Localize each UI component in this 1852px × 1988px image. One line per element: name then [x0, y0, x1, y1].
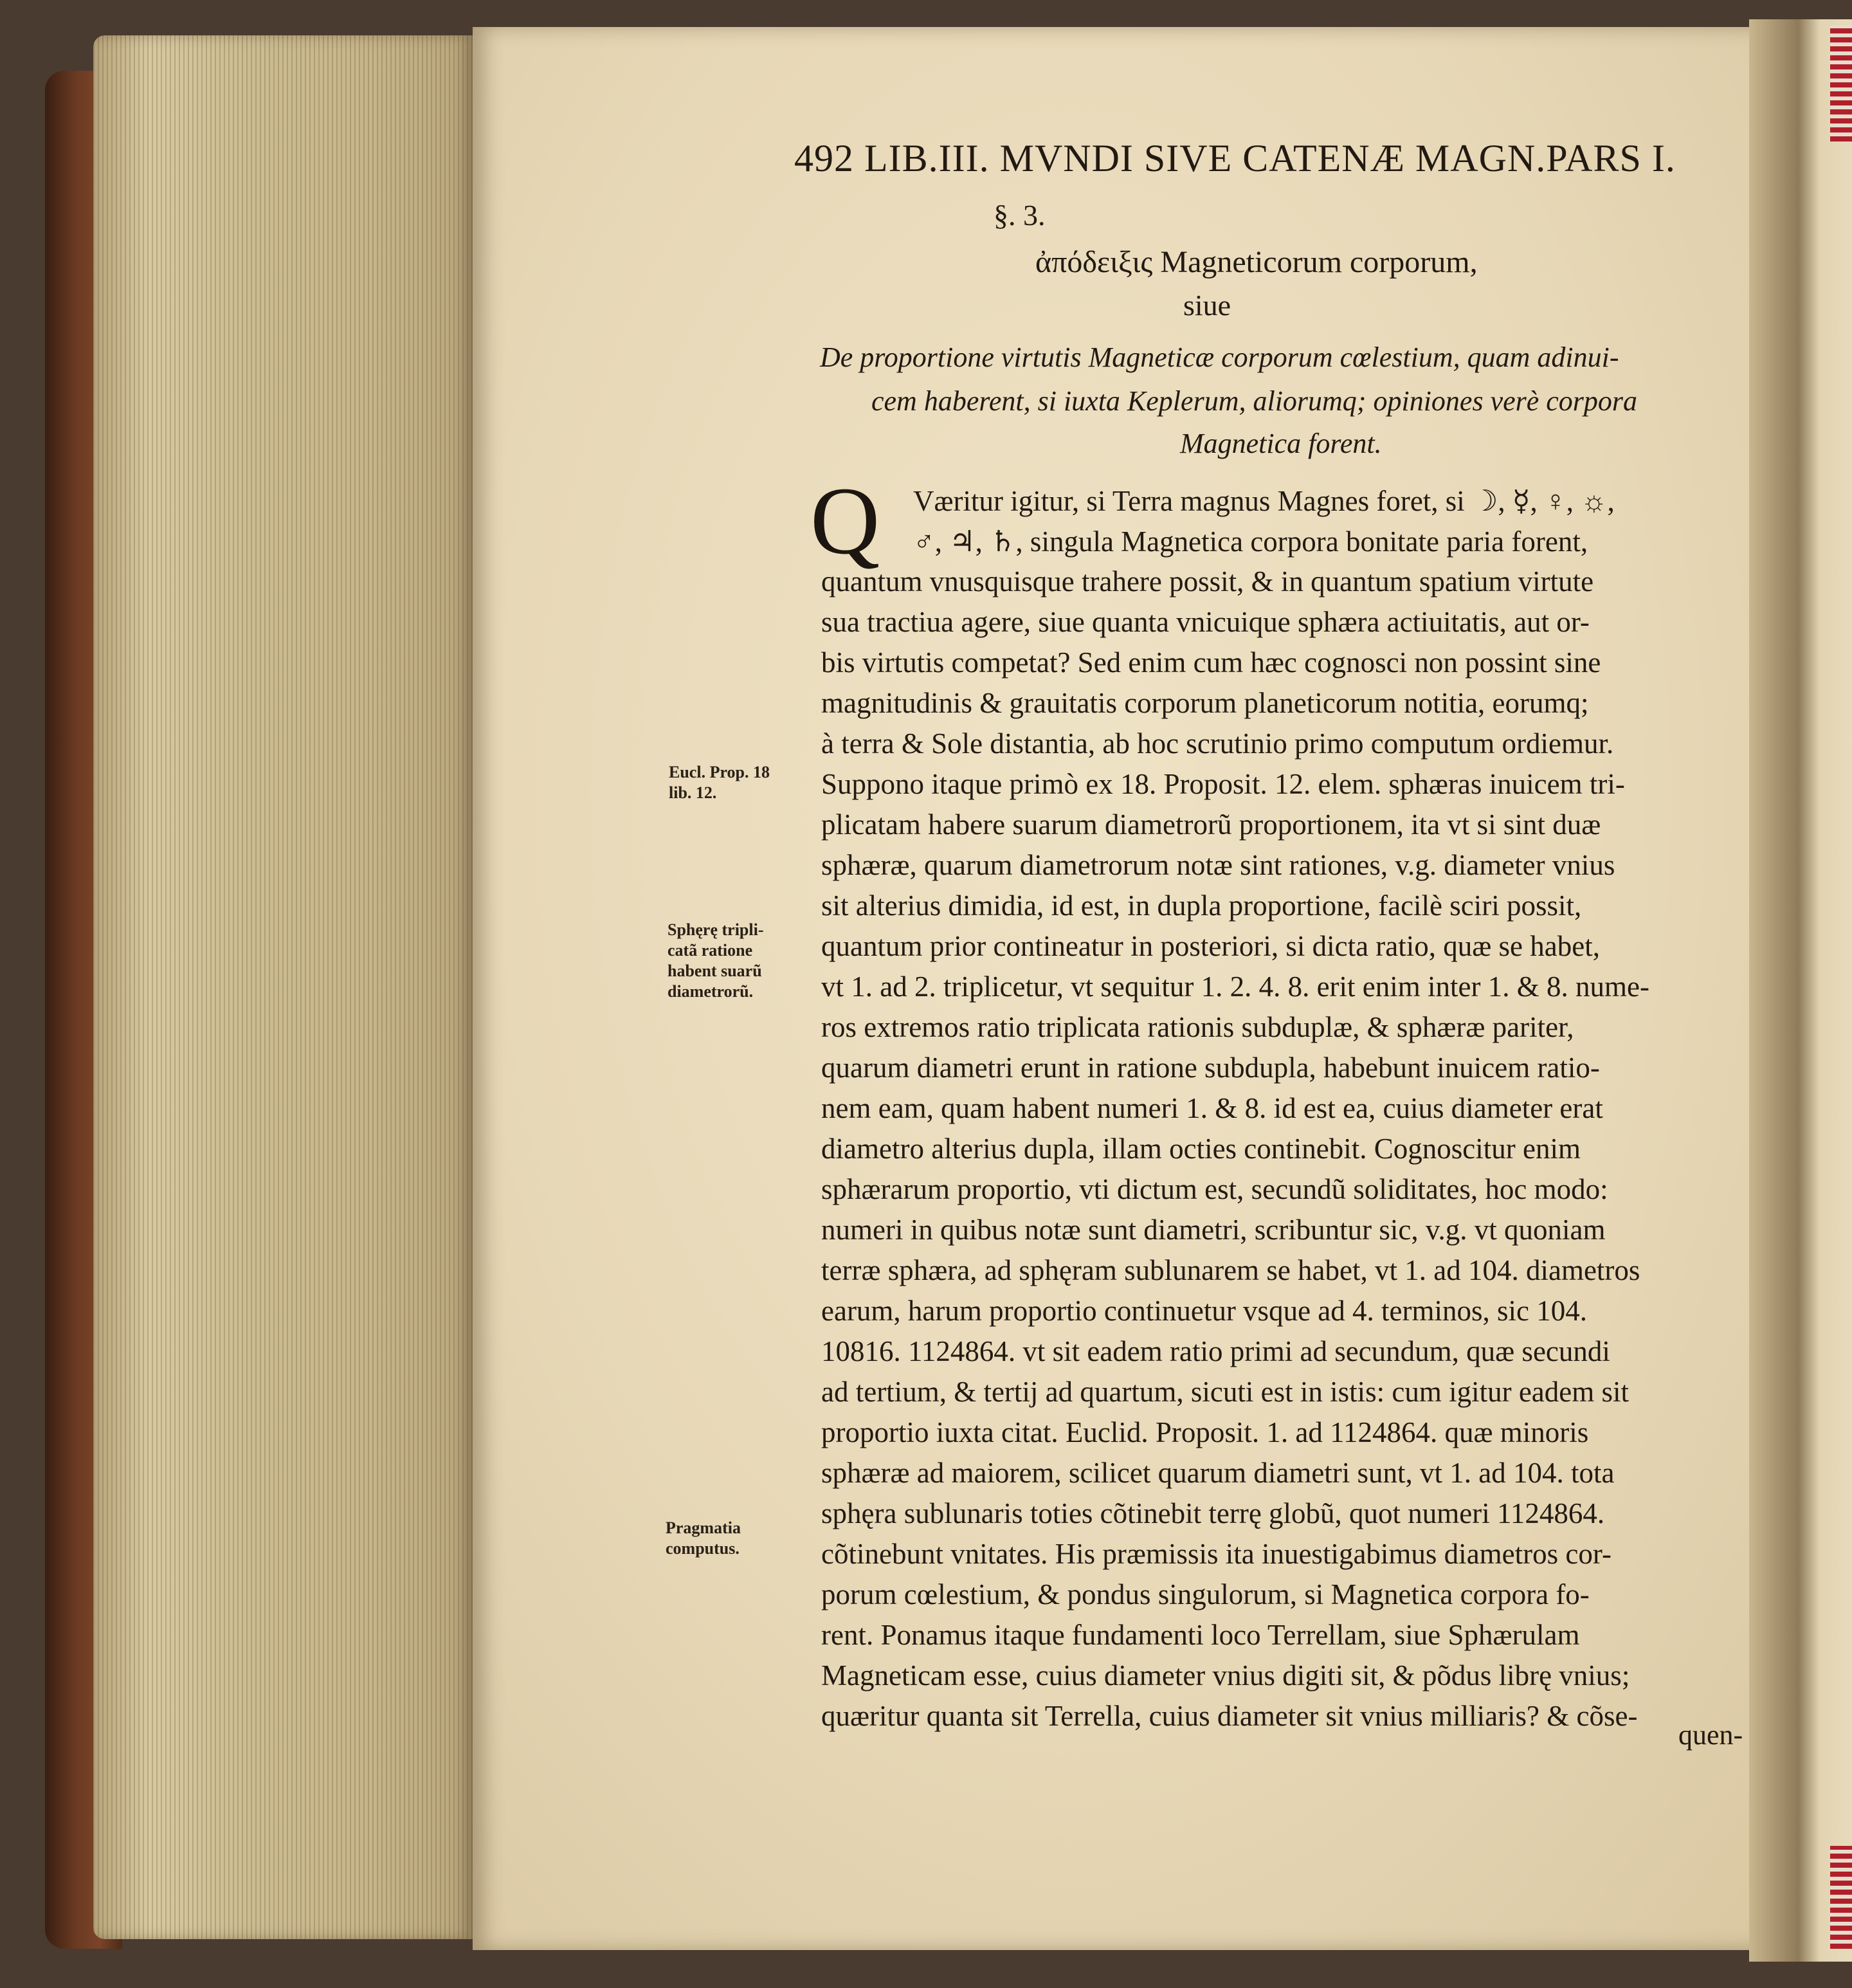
body-line: plicatam habere suarum diametrorũ proportionem, ita vt si sint duæ: [821, 808, 1601, 841]
body-line: sphæræ, quarum diametrorum notæ sint rationes, v.g. diameter vnius: [821, 849, 1615, 881]
margin-note-line: computus.: [666, 1539, 740, 1558]
page-fore-edge: [93, 35, 473, 1939]
body-line: quantum prior contineatur in posteriori, si dicta ratio, quæ se habet,: [821, 930, 1600, 962]
subtitle-line: cem haberent, si iuxta Keplerum, aliorumq; opiniones verè corpora: [871, 385, 1638, 417]
body-line: Væritur igitur, si Terra magnus Magnes foret, si ☽, ☿, ♀, ☼,: [913, 485, 1615, 517]
running-head: 492 LIB.III. MVNDI SIVE CATENÆ MAGN.PARS I.: [794, 137, 1676, 179]
body-line: terræ sphæra, ad sphęram sublunarem se habet, vt 1. ad 104. diametros: [821, 1254, 1640, 1286]
section-number: §. 3.: [994, 199, 1046, 232]
margin-note-line: diametrorũ.: [667, 982, 754, 1001]
margin-note-line: habent suarũ: [667, 962, 762, 980]
body-line: sphæræ ad maiorem, scilicet quarum diametri sunt, vt 1. ad 104. tota: [821, 1457, 1615, 1489]
body-line: sphærarum proportio, vti dictum est, secundũ soliditates, hoc modo:: [821, 1173, 1608, 1205]
body-line: quantum vnusquisque trahere possit, & in quantum spatium virtute: [821, 565, 1594, 597]
body-line: cõtinebunt vnitates. His præmissis ita inuestigabimus diametros cor-: [821, 1538, 1611, 1570]
margin-note-line: Sphęrę tripli-: [667, 920, 764, 939]
body-line: bis virtutis competat? Sed enim cum hæc cognosci non possint sine: [821, 646, 1601, 679]
margin-note-sphere: [667, 920, 764, 1002]
body-line: vt 1. ad 2. triplicetur, vt sequitur 1. 2. 4. 8. erit enim inter 1. & 8. nume-: [821, 971, 1649, 1003]
margin-note-line: Pragmatia: [666, 1518, 741, 1537]
subtitle-line: Magnetica forent.: [1180, 428, 1382, 459]
body-line: ad tertium, & tertij ad quartum, sicuti est in istis: cum igitur eadem sit: [821, 1376, 1630, 1408]
ribbon-marker-top: [1830, 26, 1852, 141]
book-gutter: [1749, 19, 1852, 1962]
drop-cap: Q: [810, 468, 880, 574]
catchword: quen-: [1678, 1719, 1743, 1751]
body-line: diametro alterius dupla, illam octies continebit. Cognoscitur enim: [821, 1133, 1581, 1165]
body-line: rent. Ponamus itaque fundamenti loco Terrellam, siue Sphærulam: [821, 1619, 1580, 1651]
body-line: sphęra sublunaris toties cõtinebit terrę globũ, quot numeri 1124864.: [821, 1497, 1605, 1529]
subtitle-line: De proportione virtutis Magneticæ corporum cœlestium, quam adinui-: [820, 342, 1619, 373]
body-line: 10816. 1124864. vt sit eadem ratio primi ad secundum, quæ secundi: [821, 1335, 1610, 1367]
body-line: sit alterius dimidia, id est, in dupla proportione, facilè sciri possit,: [821, 889, 1582, 922]
body-line: porum cœlestium, & pondus singulorum, si Magnetica corpora fo-: [821, 1578, 1590, 1610]
section-title-siue: siue: [1183, 289, 1231, 322]
body-line: quarum diametri erunt in ratione subdupla, habebunt inuicem ratio-: [821, 1052, 1600, 1084]
body-line: ros extremos ratio triplicata rationis subduplæ, & sphæræ pariter,: [821, 1011, 1574, 1043]
margin-note-line: Eucl. Prop. 18: [669, 763, 770, 781]
margin-note-euclid: [669, 762, 770, 803]
ribbon-marker-bottom: [1830, 1846, 1852, 1949]
margin-note-line: catã ratione: [667, 941, 753, 960]
body-line: nem eam, quam habent numeri 1. & 8. id est ea, cuius diameter erat: [821, 1092, 1603, 1124]
margin-note-line: lib. 12.: [669, 783, 717, 802]
section-title: ἀπόδειξις Magneticorum corporum,: [1035, 245, 1478, 279]
body-line: proportio iuxta citat. Euclid. Proposit. 1. ad 1124864. quæ minoris: [821, 1416, 1589, 1448]
body-line: Suppono itaque primò ex 18. Proposit. 12. elem. sphæras inuicem tri-: [821, 768, 1625, 800]
body-line: earum, harum proportio continuetur vsque ad 4. terminos, sic 104.: [821, 1295, 1587, 1327]
body-line: magnitudinis & grauitatis corporum planeticorum notitia, eorumq;: [821, 687, 1589, 719]
body-line: Magneticam esse, cuius diameter vnius digiti sit, & põdus librę vnius;: [821, 1659, 1630, 1692]
margin-note-pragmatia: [666, 1518, 741, 1559]
body-line: quæritur quanta sit Terrella, cuius diameter sit vnius milliaris? & cõse-: [821, 1700, 1638, 1732]
body-line: numeri in quibus notæ sunt diametri, scribuntur sic, v.g. vt quoniam: [821, 1214, 1606, 1246]
body-line: sua tractiua agere, siue quanta vnicuique sphæra actiuitatis, aut or-: [821, 606, 1590, 638]
body-line: à terra & Sole distantia, ab hoc scrutinio primo computum ordiemur.: [821, 727, 1614, 760]
body-line: ♂, ♃, ♄, singula Magnetica corpora bonitate paria forent,: [913, 525, 1588, 558]
